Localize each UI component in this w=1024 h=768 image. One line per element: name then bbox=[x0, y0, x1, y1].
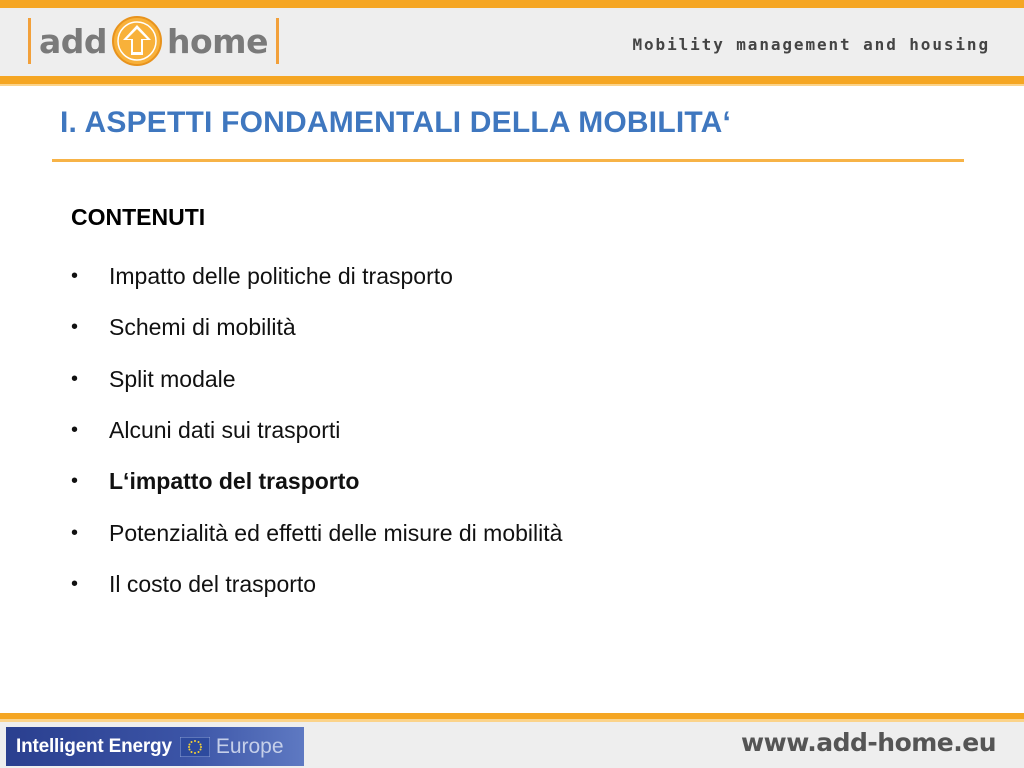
logo-text-home: home bbox=[167, 21, 268, 61]
list-item-text: L‘impatto del trasporto bbox=[109, 468, 360, 495]
bullet-glyph: • bbox=[71, 521, 79, 544]
list-item bbox=[71, 302, 951, 353]
bullet-glyph: • bbox=[71, 419, 79, 442]
website-url: www.add-home.eu bbox=[741, 728, 996, 757]
bullet-glyph: • bbox=[71, 470, 79, 493]
logo-bar-left bbox=[28, 18, 31, 64]
list-item-highlighted bbox=[71, 456, 951, 507]
logo-text-add: add bbox=[39, 21, 108, 61]
logo-bar-right bbox=[276, 18, 279, 64]
eu-flag-icon bbox=[180, 737, 210, 757]
header-accent-thin bbox=[0, 84, 1024, 86]
bullet-glyph: • bbox=[71, 316, 79, 339]
list-item-text: Impatto delle politiche di trasporto bbox=[109, 263, 453, 290]
bullet-glyph: • bbox=[71, 367, 79, 390]
program-name: Intelligent Energy bbox=[16, 735, 172, 757]
list-item-text: Il costo del trasporto bbox=[109, 570, 317, 597]
list-item-text: Split modale bbox=[109, 365, 236, 392]
header-accent-stripe bbox=[0, 76, 1024, 84]
list-item-text: Schemi di mobilità bbox=[109, 314, 296, 341]
program-region: Europe bbox=[215, 734, 284, 758]
slide-content bbox=[71, 200, 951, 610]
list-item bbox=[71, 559, 951, 610]
list-item-text: Alcuni dati sui trasporti bbox=[109, 417, 341, 444]
title-underline bbox=[52, 159, 964, 162]
bullet-glyph: • bbox=[71, 572, 79, 595]
header-tagline: Mobility management and housing bbox=[632, 35, 990, 54]
slide-title: I. ASPETTI FONDAMENTALI DELLA MOBILITA‘ bbox=[60, 106, 732, 139]
top-accent-stripe bbox=[0, 0, 1024, 8]
list-item-text: Potenzialità ed effetti delle misure di mobilità bbox=[109, 519, 563, 546]
list-item bbox=[71, 405, 951, 456]
intelligent-energy-europe-logo bbox=[6, 727, 304, 766]
contents-heading: CONTENUTI bbox=[71, 204, 206, 230]
house-arrow-icon bbox=[111, 15, 163, 67]
list-item bbox=[71, 507, 951, 558]
list-item bbox=[71, 251, 951, 302]
contents-list bbox=[71, 251, 951, 610]
list-item bbox=[71, 354, 951, 405]
add-home-logo bbox=[28, 14, 279, 68]
bullet-glyph: • bbox=[71, 265, 79, 288]
